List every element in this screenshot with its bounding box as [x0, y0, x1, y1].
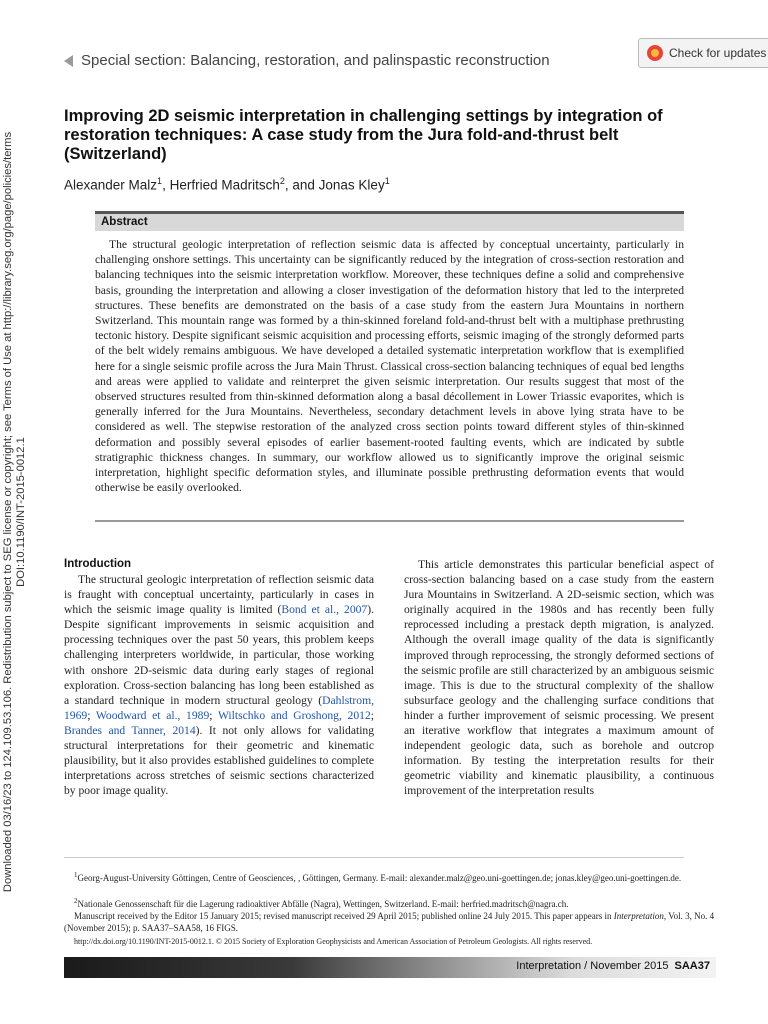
abstract-text: The structural geologic interpretation of reflection seismic data is affected by conceptual uncertainty, particularly in challenging onshore settings. This uncertainty can be significantly reduced by the integration of cross-section restoration and balancing techniques into the seismic interpretation workflow. Moreover, these techniques define a solid and comprehensive basis, grounding the interpretation and allowing a closer investigation of the deformation history that led to the interpreted structures. These benefits are demonstrated on the basis of a case study from the eastern Jura Mountains in northern Switzerland. This mountain range was formed by a thin-skinned foreland fold-and-thrust belt with a multiphase prethrusting tectonic history. Despite significant seismic acquisition and processing efforts, seismic imaging of the strongly deformed parts of the belt widely remains ambiguous. We have developed a detailed systematic interpretation workflow that is exemplified here for a single seismic profile across the Jura Main Thrust. Classical cross-section balancing techniques of equal bed lengths and areas were applied to validate and reinterpret the given seismic interpretation. Our results suggest that most of the observed structures resulted from thin-skinned deformation along a basal décollement in Lower Triassic evaporites, which is generally inferred for the Jura Mountains. Nevertheless, secondary detachment levels in above lying strata have to be considered as well. The stepwise restoration of the analyzed cross section points toward different styles of thin-skinned deformation and possibly several episodes of earlier basement-rooted faulting events, which are indicated by subtle stratigraphic thickness changes. In summary, our workflow allowed us to significantly improve the original seismic interpretation, highlight specific deformation styles, and illuminate possible prethrusting deformation events that would otherwise be easily overlooked. — [95, 238, 684, 495]
author-name: Herfried Madritsch — [169, 177, 280, 193]
check-for-updates-button[interactable] — [638, 38, 768, 68]
abstract-header-bar — [95, 211, 684, 231]
citation-separator: ; — [87, 708, 96, 722]
footer-label — [516, 960, 710, 972]
affiliation-mark: 1 — [384, 176, 390, 186]
citation-link[interactable]: Dahlstrom, 1969 — [64, 693, 374, 722]
manuscript-info — [64, 910, 716, 934]
citation-separator: ; — [370, 708, 374, 722]
affiliation-mark: 2 — [279, 176, 285, 186]
citation-link[interactable]: Woodward et al., 1989 — [95, 708, 210, 722]
journal-date: Interpretation / November 2015 — [516, 960, 669, 972]
section-label: Special section: Balancing, restoration, and palinspastic reconstruction — [81, 52, 550, 69]
footnote-divider — [64, 857, 684, 858]
article-title: Improving 2D seismic interpretation in challenging settings by integration of restoration techniques: A case study from the Jura fold-and-thrust belt (Switzerland) — [64, 107, 663, 163]
left-triangle-icon — [64, 55, 73, 67]
copyright-line: http://dx.doi.org/10.1190/INT-2015-0012.1. © 2015 Society of Exploration Geophysicists and American Association of Petroleum Geologists. All rights reserved. — [74, 937, 593, 946]
citation-link[interactable]: Wiltschko and Groshong, 2012 — [217, 708, 371, 722]
body-text: ). Despite significant improvements in seismic acquisition and processing techniques over the past 50 years, this problem keeps challenging interpreters worldwide, in particular, those working with onshore 2D-seismic data during early stages of regional exploration. Cross-section balancing has long been established as a standard technique in modern structural geology ( — [64, 603, 374, 707]
citation-link[interactable]: Brandes and Tanner, 2014 — [64, 723, 196, 737]
journal-name: Interpretation — [613, 911, 664, 921]
abstract-heading: Abstract — [101, 216, 148, 228]
introduction-heading: Introduction — [64, 558, 132, 570]
citation-link[interactable]: Bond et al., 2007 — [281, 603, 368, 617]
check-for-updates-label: Check for updates — [669, 46, 767, 60]
download-notice: Downloaded 03/16/23 to 124.109.53.106. Redistribution subject to SEG license or copyright; see Terms of Use at http://library.seg.org/page/policies/terms — [2, 131, 14, 893]
section-header — [64, 52, 550, 69]
footnote-text: Nationale Genossenschaft für die Lagerung radioaktiver Abfälle (Nagra), Wettingen, Switzerland. E-mail: herfried.madritsch@nagra.ch. — [77, 899, 569, 909]
body-column-right: This article demonstrates this particular beneficial aspect of cross-section balancing based on a case study from the eastern Jura Mountains in Switzerland. A 2D-seismic section, which was originally acquired in the 1980s and has recently been fully reprocessed including a prestack depth migration, is analyzed. Although the overall image quality of the data is significantly improved through reprocessing, the strongly deformed sections of the seismic profile are still characterized by an ambiguous seismic image. This is due to the structural complexity of the shallow subsurface geology and the challenging surface conditions that hinder a further improvement of seismic processing. We present an iterative workflow that integrates a maximum amount of independent geologic data, such as borehole and outcrop information. By testing the interpretation results for their geometric viability and kinematic plausibility, a continuous improvement of the interpretation results — [404, 558, 714, 798]
footnote-mark: 2 — [74, 897, 78, 905]
affiliation-mark: 1 — [157, 176, 163, 186]
received-text: , Vol. 3, No. 4 (November 2015); p. SAA37–SAA58, 16 FIGS. — [64, 911, 715, 933]
page-number: SAA37 — [674, 960, 710, 972]
body-text: The structural geologic interpretation of reflection seismic data is fraught with conceptual uncertainty, particularly in cases in which the seismic image quality is limited ( — [64, 573, 374, 617]
author-name: Jonas Kley — [318, 177, 385, 193]
footnote-text: Georg-August-University Göttingen, Centre of Geosciences, , Göttingen, Germany. E-mail: alexander.malz@geo.uni-goettingen.de; jonas.kley@geo.uni-goettingen.de. — [77, 873, 682, 883]
footnote-mark: 1 — [74, 871, 78, 879]
footnote-1 — [64, 869, 716, 884]
body-column-left — [64, 572, 374, 798]
citation-separator: ; — [209, 708, 218, 722]
author-list: Alexander Malz$^1$, Herfried Madritsch$^2$, and Jonas Kley$^1$ — [64, 176, 390, 193]
received-text: Manuscript received by the Editor 15 January 2015; revised manuscript received 29 April 2015; published online 24 July 2015. This paper appears in — [74, 911, 614, 921]
body-text: ). It not only allows for validating structural interpretations for their geometric and kinematic plausibility, but it also provides established guidelines to complete interpretations across stretches of seismic sections characterized by poor image quality. — [64, 723, 375, 798]
page-footer — [64, 957, 716, 978]
footnote-2 — [64, 895, 716, 910]
abstract-divider — [95, 520, 684, 522]
crossmark-icon — [647, 45, 663, 61]
doi-text: DOI:10.1190/INT-2015-0012.1 — [15, 437, 27, 587]
author-name: Alexander Malz — [64, 177, 158, 193]
